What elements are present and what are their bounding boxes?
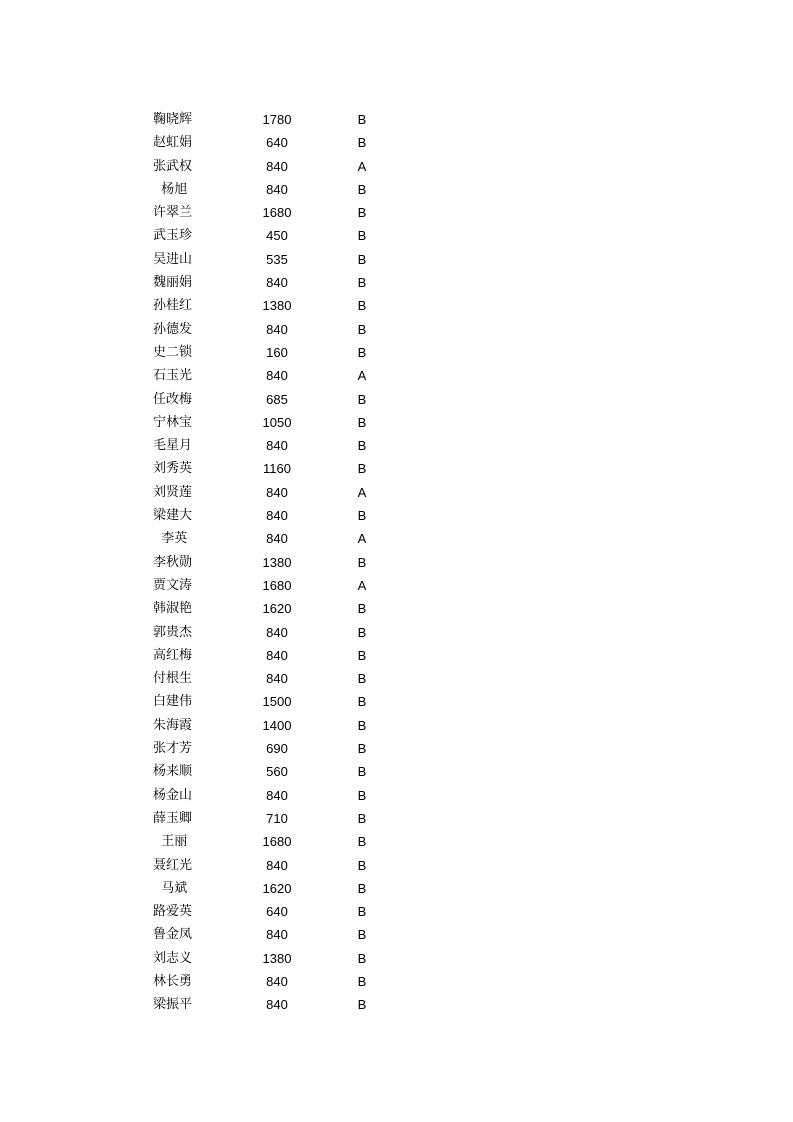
grade-value: B [357, 461, 367, 477]
person-name: 梁振平 [153, 997, 193, 1013]
grade-value: B [357, 298, 367, 314]
amount-value: 840 [266, 927, 288, 943]
grade-value: B [357, 391, 367, 407]
amount-value: 840 [266, 531, 288, 547]
table-row [140, 574, 400, 597]
amount-value: 840 [266, 647, 288, 663]
grade-value: B [357, 647, 367, 663]
amount-value: 1780 [262, 112, 292, 127]
amount-value: 840 [266, 508, 288, 524]
amount-value: 640 [266, 904, 288, 920]
grade-value: A [357, 158, 367, 174]
amount-value: 1400 [262, 717, 292, 733]
grade-value: B [357, 414, 367, 430]
amount-value: 1050 [262, 414, 292, 430]
grade-value: B [357, 671, 367, 687]
person-name: 刘秀英 [153, 461, 193, 477]
grade-value: B [357, 205, 367, 221]
person-name: 白建伟 [153, 694, 193, 710]
table-row [140, 457, 400, 480]
grade-value: B [357, 624, 367, 640]
amount-value: 1500 [262, 694, 292, 710]
person-name: 聂红光 [153, 857, 193, 873]
grade-value: B [357, 950, 367, 966]
person-name: 宁林宝 [153, 414, 193, 430]
table-row [140, 597, 400, 620]
table-row [140, 737, 400, 760]
table-row [140, 341, 400, 364]
person-name: 刘贤莲 [153, 484, 193, 500]
grade-value: B [357, 135, 367, 151]
grade-value: B [357, 601, 367, 617]
amount-value: 1380 [262, 298, 292, 314]
grade-value: B [357, 508, 367, 524]
amount-value: 840 [266, 321, 288, 337]
person-name: 鞠晓辉 [153, 112, 193, 127]
amount-value: 1680 [262, 577, 292, 593]
person-name: 路爱英 [153, 904, 193, 920]
grade-value: B [357, 927, 367, 943]
person-name: 杨旭 [153, 181, 188, 197]
amount-value: 640 [266, 135, 288, 151]
person-name: 梁建大 [153, 508, 193, 524]
table-row [140, 667, 400, 690]
grade-value: B [357, 997, 367, 1013]
person-name: 任改梅 [153, 391, 193, 407]
amount-value: 1620 [262, 601, 292, 617]
person-name: 贾文涛 [153, 577, 193, 593]
person-name: 史二锁 [153, 344, 193, 360]
person-name: 韩淑艳 [153, 601, 193, 617]
grade-value: B [357, 717, 367, 733]
table-row [140, 318, 400, 341]
grade-value: B [357, 438, 367, 454]
amount-value: 1380 [262, 950, 292, 966]
grade-value: B [357, 344, 367, 360]
table-row [140, 108, 400, 131]
table-row [140, 551, 400, 574]
grade-value: B [357, 834, 367, 850]
amount-value: 710 [266, 810, 288, 826]
table-row [140, 947, 400, 970]
person-name: 石玉光 [153, 368, 193, 384]
table-row [140, 621, 400, 644]
amount-value: 840 [266, 997, 288, 1013]
amount-value: 1620 [262, 880, 292, 896]
person-name: 王丽 [153, 834, 188, 850]
person-name: 朱海霞 [153, 717, 193, 733]
table-row [140, 248, 400, 271]
person-name: 孙德发 [153, 321, 193, 337]
person-name: 魏丽娟 [153, 275, 193, 291]
amount-value: 160 [266, 344, 288, 360]
amount-value: 1680 [262, 834, 292, 850]
amount-value: 1380 [262, 554, 292, 570]
amount-value: 685 [266, 391, 288, 407]
person-name: 赵虹娟 [153, 135, 193, 151]
amount-value: 840 [266, 973, 288, 989]
amount-value: 535 [266, 251, 288, 267]
table-row [140, 224, 400, 247]
table-row [140, 784, 400, 807]
person-name: 李秋勋 [153, 554, 193, 570]
table-row [140, 131, 400, 154]
amount-value: 840 [266, 857, 288, 873]
grade-value: A [357, 368, 367, 384]
table-row [140, 854, 400, 877]
table-row [140, 411, 400, 434]
amount-value: 840 [266, 484, 288, 500]
grade-value: B [357, 973, 367, 989]
amount-value: 840 [266, 158, 288, 174]
amount-value: 1680 [262, 205, 292, 221]
person-name: 武玉珍 [153, 228, 193, 244]
table-row [140, 970, 400, 993]
table-row [140, 155, 400, 178]
table-row [140, 830, 400, 853]
table-row [140, 294, 400, 317]
table-row [140, 434, 400, 457]
grade-value: B [357, 251, 367, 267]
grade-value: B [357, 857, 367, 873]
amount-value: 840 [266, 624, 288, 640]
grade-value: B [357, 112, 367, 127]
table-row [140, 201, 400, 224]
table-row [140, 504, 400, 527]
person-name: 杨来顺 [153, 764, 193, 780]
table-row [140, 527, 400, 550]
person-name: 张才芳 [153, 741, 193, 757]
table-row [140, 690, 400, 713]
amount-value: 840 [266, 787, 288, 803]
grade-value: B [357, 741, 367, 757]
amount-value: 840 [266, 438, 288, 454]
grade-value: B [357, 694, 367, 710]
amount-value: 690 [266, 741, 288, 757]
grade-value: B [357, 810, 367, 826]
person-name: 李英 [153, 531, 188, 547]
grade-value: B [357, 275, 367, 291]
person-name: 马斌 [153, 880, 188, 896]
grade-value: A [357, 484, 367, 500]
table-row [140, 714, 400, 737]
person-name: 林长勇 [153, 973, 193, 989]
person-name: 毛星月 [153, 438, 193, 454]
grade-value: A [357, 531, 367, 547]
table-row [140, 481, 400, 504]
person-name: 张武权 [153, 158, 193, 174]
person-name: 鲁金凤 [153, 927, 193, 943]
grade-value: B [357, 764, 367, 780]
table-row [140, 993, 400, 1016]
table-row [140, 807, 400, 830]
person-name: 吴进山 [153, 251, 193, 267]
amount-value: 840 [266, 275, 288, 291]
amount-value: 560 [266, 764, 288, 780]
person-name: 薛玉卿 [153, 810, 193, 826]
table-row [140, 388, 400, 411]
person-name: 杨金山 [153, 787, 193, 803]
amount-value: 1160 [263, 461, 291, 477]
grade-value: B [357, 787, 367, 803]
table-row [140, 900, 400, 923]
person-name: 刘志义 [153, 950, 193, 966]
table-row [140, 644, 400, 667]
person-name: 高红梅 [153, 647, 193, 663]
table-row [140, 760, 400, 783]
amount-value: 840 [266, 181, 288, 197]
grade-value: B [357, 554, 367, 570]
grade-value: B [357, 321, 367, 337]
grade-value: B [357, 880, 367, 896]
table-row [140, 364, 400, 387]
person-name: 郭贵杰 [153, 624, 193, 640]
amount-value: 840 [266, 368, 288, 384]
grade-value: A [357, 577, 367, 593]
grade-value: B [357, 228, 367, 244]
table-row [140, 877, 400, 900]
amount-value: 450 [266, 228, 288, 244]
grade-value: B [357, 904, 367, 920]
amount-value: 840 [266, 671, 288, 687]
data-table [140, 108, 400, 1017]
table-row [140, 271, 400, 294]
person-name: 付根生 [153, 671, 193, 687]
grade-value: B [357, 181, 367, 197]
person-name: 孙桂红 [153, 298, 193, 314]
table-row [140, 178, 400, 201]
table-row [140, 923, 400, 946]
person-name: 许翠兰 [153, 205, 193, 221]
